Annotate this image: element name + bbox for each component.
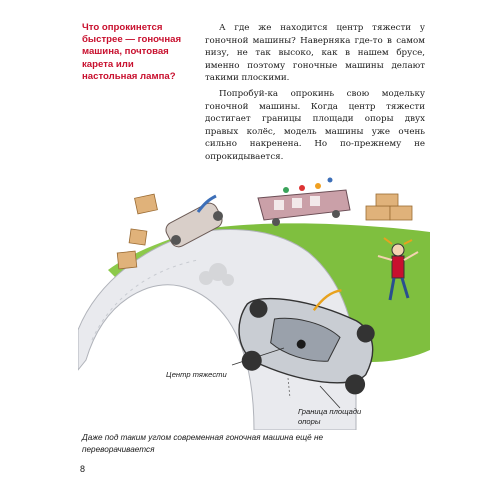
page-number: 8: [80, 464, 86, 474]
figure-caption: Даже под таким углом современная гоночная машина ещё не переворачивается: [82, 433, 324, 454]
label-support-boundary: Граница площади опоры: [298, 407, 362, 426]
stagecoach-wagon: [258, 178, 350, 227]
body-text: [205, 22, 425, 164]
paragraph-2: Попробуй-ка опрокинь свою модельку гоночной машины. Когда центр тяжести достигает границы площади опоры двух правых колёс, модель машины уже очень сильно накренена. Но по-прежнему не опрокидывается.: [205, 88, 425, 162]
sidebar-question: Что опрокинется быстрее — гоночная машина, почтовая карета или настольная лампа?: [82, 22, 182, 82]
label-center-of-gravity: Центр тяжести: [166, 370, 227, 379]
paragraph-1: А где же находится центр тяжести у гоночной машины? Наверняка где-то в самом низу, не так высоко, как в нашем брусе, именно поэтому гоночные машины делают такими плоскими.: [205, 23, 425, 84]
crates-right: [366, 194, 412, 220]
race-car-illustration: [78, 160, 430, 430]
